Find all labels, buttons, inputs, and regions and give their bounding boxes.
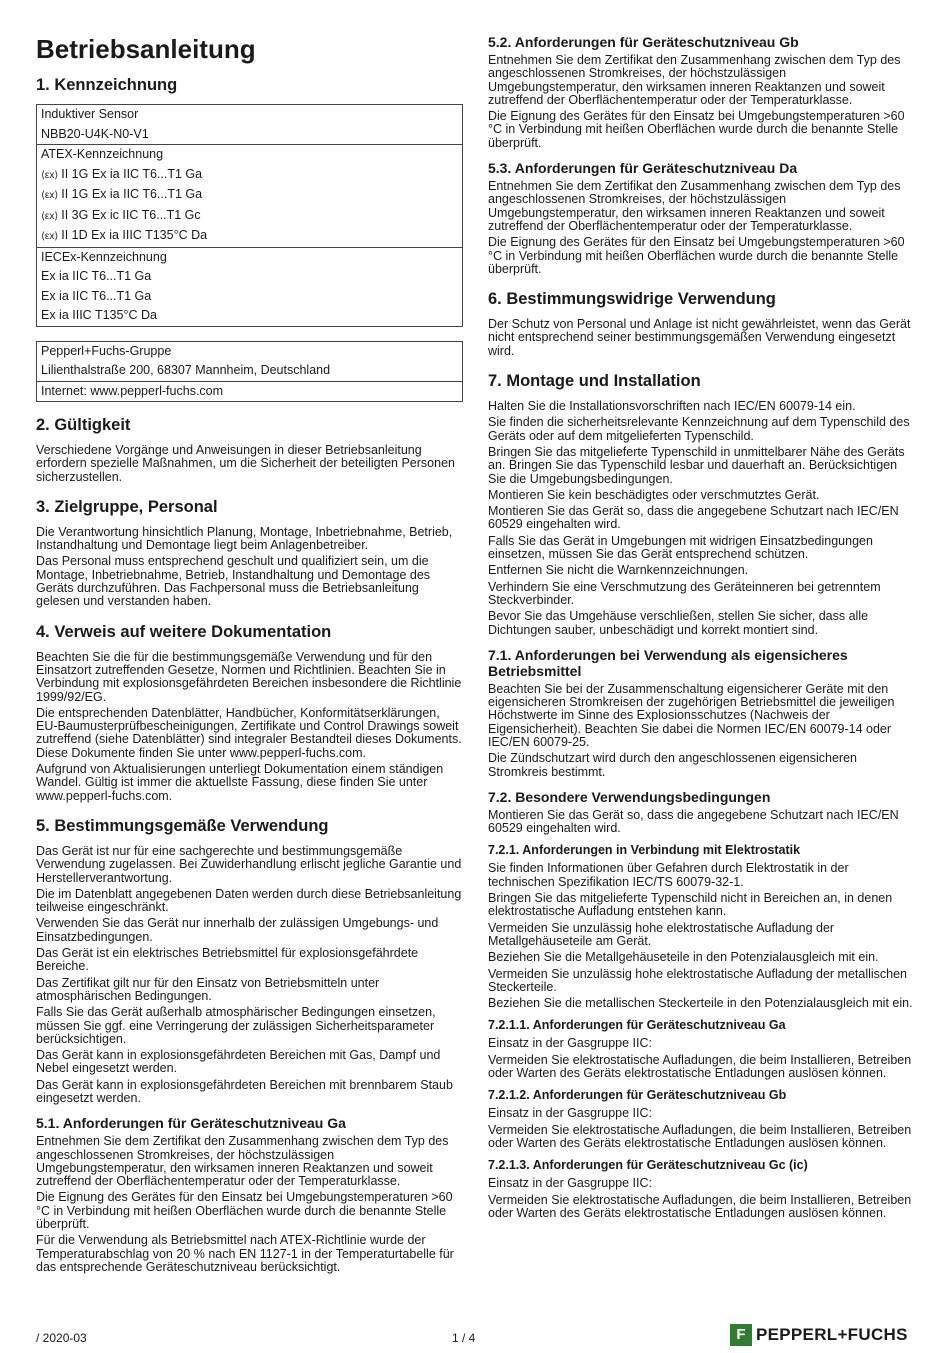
marking-row: ⟨εx⟩ II 1G Ex ia IIC T6...T1 Ga: [41, 187, 203, 201]
heading-7-2-1: 7.2.1. Anforderungen in Verbindung mit Elektrostatik: [488, 843, 801, 858]
paragraph: Für die Verwendung als Betriebsmittel nach ATEX-Richtlinie wurde der Temperaturabschlag von 20 % nach EN 1127-1 in der Temperaturtabelle für das entsprechende Geräteschutzniveau berücksichtigt.: [36, 1233, 454, 1274]
paragraph: Das Zertifikat gilt nur für den Einsatz von Betriebsmitteln unter atmosphärischen Bedingungen.: [36, 975, 380, 1003]
ex-icon: ⟨εx⟩: [41, 190, 59, 201]
paragraph: Montieren Sie das Gerät so, dass die angegebene Schutzart nach IEC/EN 60529 eingehalten wird.: [488, 504, 899, 532]
paragraph: Sie finden die sicherheitsrelevante Kennzeichnung auf dem Typenschild des Geräts oder auf dem mitgelieferten Typenschild.: [488, 415, 910, 443]
paragraph: Bevor Sie das Umgehäuse verschließen, stellen Sie sicher, dass alle Dichtungen sauber, unbeschädigt und korrekt montiert sind.: [488, 609, 869, 637]
paragraph: Falls Sie das Gerät außerhalb atmosphärischer Bedingungen einsetzen, müssen Sie ggf. eine Verringerung der zulässigen Sicherheitsparameter berücksichtigen.: [36, 1005, 436, 1046]
paragraph: Der Schutz von Personal und Anlage ist nicht gewährleistet, wenn das Gerät nicht entsprechend seiner bestimmungsgemäßen Verwendung eingesetzt wird.: [488, 317, 911, 358]
heading-7-2: 7.2. Besondere Verwendungsbedingungen: [488, 788, 771, 805]
paragraph: Die im Datenblatt angegebenen Daten werden durch diese Betriebsanleitung teilweise eingeschränkt.: [36, 886, 462, 915]
logo-mark-icon: F: [730, 1324, 752, 1346]
heading-7-2-1-1: 7.2.1.1. Anforderungen für Geräteschutzniveau Ga: [488, 1018, 786, 1033]
paragraph: Sie finden Informationen über Gefahren durch Elektrostatik in der technischen Spezifikation IEC/TS 60079-32-1.: [488, 861, 849, 889]
heading-verweis: 4. Verweis auf weitere Dokumentation: [36, 622, 332, 641]
paragraph: Vermeiden Sie unzulässig hohe elektrostatische Aufladung der metallischen Steckerteile.: [488, 966, 908, 994]
manufacturer-row: Internet: www.pepperl-fuchs.com: [37, 381, 462, 402]
paragraph: Einsatz in der Gasgruppe IIC:: [488, 1106, 652, 1121]
manufacturer-row: Lilienthalstraße 200, 68307 Mannheim, Deutschland: [41, 363, 331, 377]
paragraph: Montieren Sie das Gerät so, dass die angegebene Schutzart nach IEC/EN 60529 eingehalten wird.: [488, 807, 899, 836]
paragraph: Vermeiden Sie unzulässig hohe elektrostatische Aufladung der Metallgehäuseteile am Gerät.: [488, 920, 835, 948]
ex-icon: ⟨εx⟩: [41, 231, 59, 242]
paragraph: Die Verantwortung hinsichtlich Planung, Montage, Inbetriebnahme, Betrieb, Instandhaltung und Demontage liegt beim Anlagenbetreiber.: [36, 524, 453, 553]
marking-box: [36, 104, 463, 327]
paragraph: Verschiedene Vorgänge und Anweisungen in dieser Betriebsanleitung erfordern spezielle Maßnahmen, um die Sicherheit der beteiligten Personen sicherzustellen.: [36, 443, 455, 484]
ex-icon: ⟨εx⟩: [41, 169, 59, 181]
paragraph: Beachten Sie bei der Zusammenschaltung eigensicherer Geräte mit den eigensicheren Stromkreisen der zugehörigen Betriebsmittel die jeweiligen Höchstwerte im Sinne des Explosionsschutzes (Nachweis der Eigensicherheit). Beachten Sie dabei die Normen IEC/EN 60079-14 oder IEC/EN 60079-25.: [488, 681, 895, 749]
heading-kennzeichnung: 1. Kennzeichnung: [36, 76, 178, 94]
paragraph: Vermeiden Sie elektrostatische Aufladungen, die beim Installieren, Betreiben oder Warten des Geräts elektrostatische Entladungen auslösen können.: [488, 1052, 912, 1081]
paragraph: Bringen Sie das mitgelieferte Typenschild nicht in Bereichen an, in denen elektrostatische Aufladung entstehen kann.: [488, 891, 893, 919]
paragraph: Entnehmen Sie dem Zertifikat den Zusammenhang zwischen dem Typ des angeschlossenen Stromkreises, der höchstzulässigen Umgebungstemperatur, den wirksamen inneren Reaktanzen und soweit zutreffend der Oberflächentemperatur oder der Temperaturklasse.: [36, 1134, 449, 1189]
marking-row: Induktiver Sensor: [41, 107, 139, 121]
marking-row: ⟨εx⟩ II 1G Ex ia IIC T6...T1 Ga: [41, 166, 203, 181]
paragraph: Entnehmen Sie dem Zertifikat den Zusammenhang zwischen dem Typ des angeschlossenen Stromkreises, der höchstzulässigen Umgebungstemperatur, den wirksamen inneren Reaktanzen und soweit zutreffend der Oberflächentemperatur oder der Temperaturklasse.: [488, 179, 901, 233]
paragraph: Die Zündschutzart wird durch den angeschlossenen eigensicheren Stromkreis bestimmt.: [488, 751, 857, 779]
heading-gueltigkeit: 2. Gültigkeit: [36, 416, 131, 434]
ex-icon: ⟨εx⟩: [41, 210, 59, 222]
heading-bestimmungswidrig: 6. Bestimmungswidrige Verwendung: [488, 290, 776, 309]
paragraph: Montieren Sie kein beschädigtes oder verschmutztes Gerät.: [488, 487, 820, 502]
paragraph: Die Eignung des Gerätes für den Einsatz bei Umgebungstemperaturen >60 °C in Verbindung mit heißen Oberflächen wurde durch die benannte Stelle überprüft.: [488, 235, 905, 276]
paragraph: Vermeiden Sie elektrostatische Aufladungen, die beim Installieren, Betreiben oder Warten des Geräts elektrostatische Entladungen auslösen können.: [488, 1122, 912, 1150]
paragraph: Das Gerät kann in explosionsgefährdeten Bereichen mit brennbarem Staub eingesetzt werden.: [36, 1077, 453, 1105]
paragraph: Beziehen Sie die Metallgehäuseteile in den Potenzialausgleich mit ein.: [488, 950, 879, 965]
brand-logo: [730, 1324, 908, 1346]
paragraph: Das Gerät ist nur für eine sachgerechte und bestimmungsgemäße Verwendung zugelassen. Bei Zuwiderhandlung erlischt jegliche Garantie und Herstellerverantwortung.: [36, 843, 462, 885]
marking-row: NBB20-U4K-N0-V1: [41, 126, 149, 141]
manufacturer-row: Pepperl+Fuchs-Gruppe: [41, 343, 172, 358]
paragraph: Die Eignung des Gerätes für den Einsatz bei Umgebungstemperaturen >60 °C in Verbindung mit heißen Oberflächen wurde durch die benannte Stelle überprüft.: [36, 1190, 453, 1232]
heading-5-1: 5.1. Anforderungen für Geräteschutzniveau Ga: [36, 1115, 346, 1132]
paragraph: Das Personal muss entsprechend geschult und qualifiziert sein, um die Montage, Inbetriebnahme, Betrieb, Instandhaltung und Demontage des Geräts durchzuführen. Das Fachpersonal muss die Betriebsanleitung gelesen und verstanden haben.: [36, 554, 431, 609]
paragraph: Entnehmen Sie dem Zertifikat den Zusammenhang zwischen dem Typ des angeschlossenen Stromkreises, der höchstzulässigen Umgebungstemperatur, den wirksamen inneren Reaktanzen und soweit zutreffend der Oberflächentemperatur oder der Temperaturklasse.: [488, 53, 901, 107]
marking-row: Ex ia IIIC T135°C Da: [41, 308, 157, 322]
marking-row: Ex ia IIC T6...T1 Ga: [41, 269, 152, 283]
heading-zielgruppe: 3. Zielgruppe, Personal: [36, 497, 218, 516]
paragraph: Aufgrund von Aktualisierungen unterliegt Dokumentation einem ständigen Wandel. Gültig ist immer die aktuellste Fassung, diese finden Sie unter www.pepperl-fuchs.com.: [36, 762, 444, 803]
heading-7-1: 7.1. Anforderungen bei Verwendung als eigensicheres Betriebsmittel: [488, 646, 848, 679]
left-column: [36, 34, 463, 1277]
marking-row: ATEX-Kennzeichnung: [37, 144, 462, 165]
paragraph: Halten Sie die Installationsvorschriften nach IEC/EN 60079-14 ein.: [488, 399, 856, 414]
paragraph: Beachten Sie die für die bestimmungsgemäße Verwendung und für den Einsatzort zutreffenden Gesetze, Normen und Richtlinien. Beachten Sie in Verbindung mit explosionsgefährdeten Bereichen insbesondere die Richtlinie 1999/92/EG.: [36, 649, 462, 704]
marking-row: ⟨εx⟩ II 1D Ex ia IIIC T135°C Da: [41, 228, 208, 242]
document-title: Betriebsanleitung: [36, 34, 256, 64]
paragraph: Bringen Sie das mitgelieferte Typenschild in unmittelbarer Nähe des Geräts an. Bringen Sie das Typenschild lesbar und dauerhaft an. Berücksichtigen Sie die Umgebungsbedingungen.: [488, 444, 905, 486]
paragraph: Verhindern Sie eine Verschmutzung des Geräteinneren bei getrenntem Steckverbinder.: [488, 579, 881, 607]
paragraph: Vermeiden Sie elektrostatische Aufladungen, die beim Installieren, Betreiben oder Warten des Geräts elektrostatische Entladungen auslösen können.: [488, 1192, 912, 1220]
heading-7-2-1-3: 7.2.1.3. Anforderungen für Geräteschutzniveau Gc (ic): [488, 1158, 808, 1173]
paragraph: Falls Sie das Gerät in Umgebungen mit widrigen Einsatzbedingungen einsetzen, müssen Sie das Gerät entsprechend schützen.: [488, 533, 873, 562]
paragraph: Einsatz in der Gasgruppe IIC:: [488, 1036, 652, 1051]
marking-row: IECEx-Kennzeichnung: [37, 247, 462, 268]
heading-5-2: 5.2. Anforderungen für Geräteschutzniveau Gb: [488, 34, 799, 50]
heading-montage: 7. Montage und Installation: [488, 372, 701, 391]
paragraph: Die Eignung des Gerätes für den Einsatz bei Umgebungstemperaturen >60 °C in Verbindung mit heißen Oberflächen wurde durch die benannte Stelle überprüft.: [488, 109, 905, 150]
footer-date: / 2020-03: [36, 1331, 87, 1345]
marking-row: ⟨εx⟩ II 3G Ex ic IIC T6...T1 Gc: [41, 207, 201, 222]
marking-row: Ex ia IIC T6...T1 Ga: [41, 288, 152, 303]
paragraph: Beziehen Sie die metallischen Steckerteile in den Potenzialausgleich mit ein.: [488, 996, 913, 1011]
paragraph: Einsatz in der Gasgruppe IIC:: [488, 1176, 652, 1191]
page-number: 1 / 4: [452, 1331, 476, 1345]
paragraph: Das Gerät ist ein elektrisches Betriebsmittel für explosionsgefährdete Bereiche.: [36, 946, 419, 974]
paragraph: Das Gerät kann in explosionsgefährdeten Bereichen mit Gas, Dampf und Nebel eingesetzt werden.: [36, 1048, 441, 1076]
paragraph: Die entsprechenden Datenblätter, Handbücher, Konformitätserklärungen, EU-Baumusterprüfbescheinigungen, Zertifikate und Control Drawings soweit zutreffend (siehe Datenblätter) sind integraler Bestandteil dieses Dokuments. Diese Dokumente finden Sie unter www.pepperl-fuchs.com.: [36, 705, 462, 760]
manufacturer-box: [36, 341, 463, 403]
paragraph: Verwenden Sie das Gerät nur innerhalb der zulässigen Umgebungs- und Einsatzbedingungen.: [36, 916, 439, 944]
heading-bestimmungsgemaess: 5. Bestimmungsgemäße Verwendung: [36, 816, 329, 835]
heading-7-2-1-2: 7.2.1.2. Anforderungen für Geräteschutzniveau Gb: [488, 1088, 787, 1103]
paragraph: Entfernen Sie nicht die Warnkennzeichnungen.: [488, 563, 749, 578]
brand-name: PEPPERL+FUCHS: [756, 1325, 908, 1344]
right-column: [488, 34, 916, 1223]
heading-5-3: 5.3. Anforderungen für Geräteschutzniveau Da: [488, 160, 798, 177]
